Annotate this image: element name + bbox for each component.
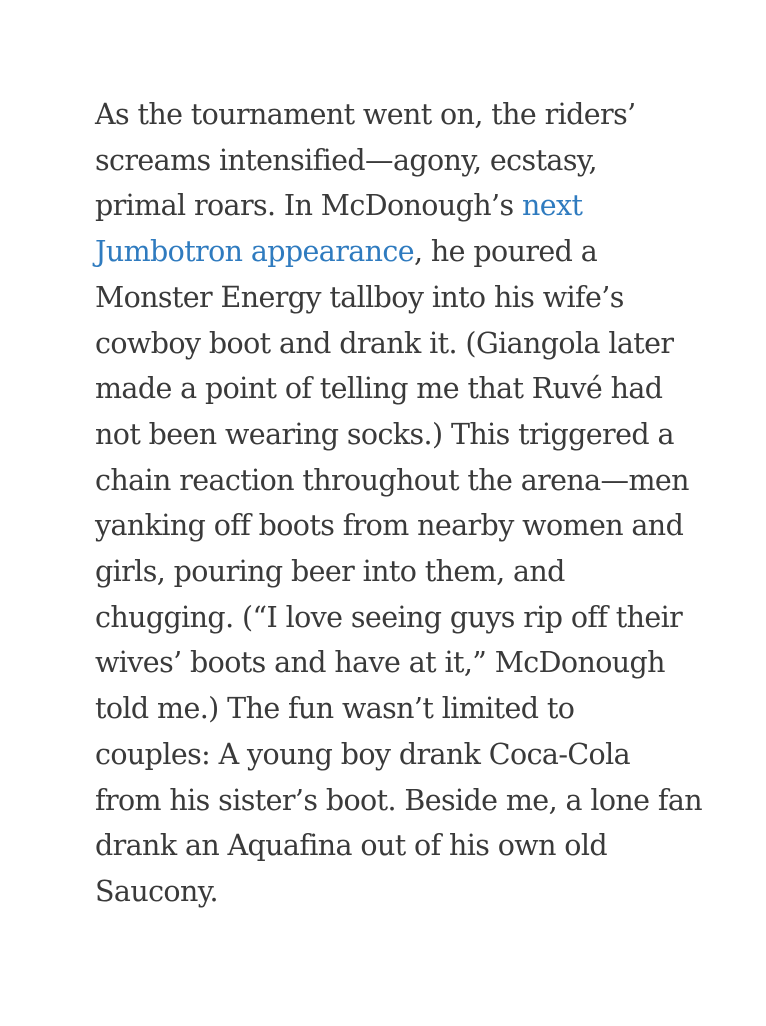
- paragraph-line: made a point of telling me that Ruvé had: [95, 372, 663, 406]
- next-jumbotron-appearance-link[interactable]: Jumbotron appearance: [95, 235, 414, 269]
- article-body: [95, 92, 725, 915]
- paragraph-line: Saucony.: [95, 874, 218, 908]
- article-paragraph: [95, 92, 725, 915]
- paragraph-text: primal roars. In McDonough’s: [95, 189, 522, 223]
- paragraph-line: told me.) The fun wasn’t limited to: [95, 692, 575, 726]
- paragraph-line: not been wearing socks.) This triggered a: [95, 417, 674, 451]
- paragraph-line: As the tournament went on, the riders’: [95, 98, 636, 131]
- paragraph-line: from his sister’s boot. Beside me, a lone fan: [95, 783, 702, 817]
- paragraph-line: chugging. (“I love seeing guys rip off their: [95, 600, 683, 634]
- paragraph-line: wives’ boots and have at it,” McDonough: [95, 646, 665, 680]
- paragraph-text: , he poured a: [414, 235, 598, 269]
- paragraph-line: girls, pouring beer into them, and: [95, 555, 565, 589]
- paragraph-line: [95, 183, 725, 229]
- next-jumbotron-appearance-link[interactable]: next: [521, 189, 583, 223]
- paragraph-line: couples: A young boy drank Coca-Cola: [95, 737, 631, 771]
- paragraph-line: [95, 229, 725, 275]
- paragraph-line: Monster Energy tallboy into his wife’s: [95, 280, 624, 314]
- paragraph-line: cowboy boot and drank it. (Giangola later: [95, 326, 674, 360]
- paragraph-line: drank an Aquafina out of his own old: [95, 829, 608, 863]
- paragraph-line: screams intensified—agony, ecstasy,: [95, 143, 598, 177]
- paragraph-line: yanking off boots from nearby women and: [95, 509, 684, 543]
- paragraph-line: chain reaction throughout the arena—men: [95, 463, 689, 497]
